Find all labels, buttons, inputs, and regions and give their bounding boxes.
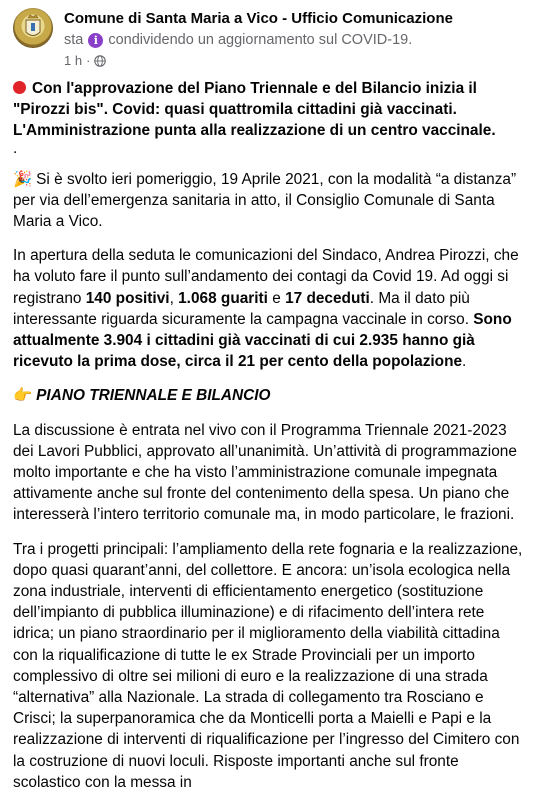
headline-line-2: "Pirozzi bis". Covid: quasi quattromila cittadini già vaccinati. [13,101,457,119]
paragraph-triennial-plan: La discussione è entrata nel vivo con il Programma Triennale 2021-2023 dei Lavori Pubblici, approvato all’unanimità. Un’attività di programmazione molto importante e che ha visto l’amministrazione comunale impegnata attivamente anche sul fronte del contenimento della spesa. Un piano che interesserà l’intero territorio comunale ma, in modo particolare, le frazioni. [13,421,517,524]
info-icon[interactable]: i [88,33,103,48]
post-headline [13,78,525,142]
section-heading [13,385,525,406]
section-title: PIANO TRIENNALE E BILANCIO [36,387,271,405]
covid-recovered: 1.068 guariti [178,289,268,307]
post-time-link[interactable]: 1 h [64,53,83,68]
covid-text-2: , [169,289,179,307]
subline-prefix: sta [64,32,84,48]
post-body [13,78,525,800]
post-timestamp-row [64,53,106,68]
headline-line-3: L'Amministrazione punta alla realizzazione di un centro vaccinale. [13,122,496,140]
page-name-link[interactable]: Comune di Santa Maria a Vico - Ufficio Comunicazione [64,10,453,27]
subline-activity[interactable]: condividendo un aggiornamento sul COVID-19. [108,32,413,48]
covid-text-1: In apertura della seduta le comunicazioni del Sindaco, Andrea Pirozzi, che ha voluto fare il punto sull’andamento dei contagi da Covid 19. Ad oggi si registrano [13,247,519,307]
paragraph-projects: Tra i progetti principali: l’ampliamento della rete fognaria e la realizzazione, dopo quasi quarant’anni, del collettore. E ancora: un’isola ecologica nella zona industriale, interventi di efficientamento energetico (sostituzione dell’impianto di pubblica illuminazione) e di rifacimento dell’intera rete idrica; un piano straordinario per il miglioramento della viabilità cittadina con la riqualificazione di tutte le ex Strade Provinciali per un importo complessivo di oltre sei milioni di euro e la realizzazione di una strada “alternativa” alla Nazionale. La strada di collegamento tra Rosciano e Crisci; la superpanoramica che da Monticelli porta a Maielli e Papi e la realizzazione di interventi di riqualificazione per l’ingresso del Cimitero con la costruzione di nuovi loculi. Risposte importanti anche sul fronte scolastico con la messa in [13,540,523,791]
page-avatar[interactable] [13,8,53,48]
dot-separator: . [13,139,18,157]
covid-text-5: . [462,353,467,371]
covid-text-4: . Ma il dato più interessante riguarda sicuramente la campagna vaccinale in corso. [13,289,474,328]
covid-deceased: 17 deceduti [285,289,370,307]
paragraph-council-text: Si è svolto ieri pomeriggio, 19 Aprile 2021, con la modalità “a distanza” per via dell’emergenza sanitaria in atto, il Consiglio Comunale di Santa Maria a Vico. [13,170,517,231]
headline-line-1: Con l'approvazione del Piano Triennale e del Bilancio inizia il [32,80,477,97]
pointing-hand-icon: 👉 [13,386,33,405]
red-circle-icon [13,81,26,94]
time-separator: · [86,53,91,68]
paragraph-council-session [13,169,525,233]
covid-vaccinated: Sono attualmente 3.904 i cittadini già vaccinati di cui 2.935 hanno già ricevuto la prima dose, circa il 21 per cento della popolazione [13,310,512,371]
globe-icon[interactable] [94,55,106,67]
covid-text-3: e [267,289,286,307]
post-subline [64,32,412,48]
crest-icon [13,8,53,48]
covid-positives: 140 positivi [85,289,170,307]
party-popper-icon: 🎉 [13,169,33,188]
paragraph-covid-update [13,245,525,372]
post-header [0,0,537,72]
